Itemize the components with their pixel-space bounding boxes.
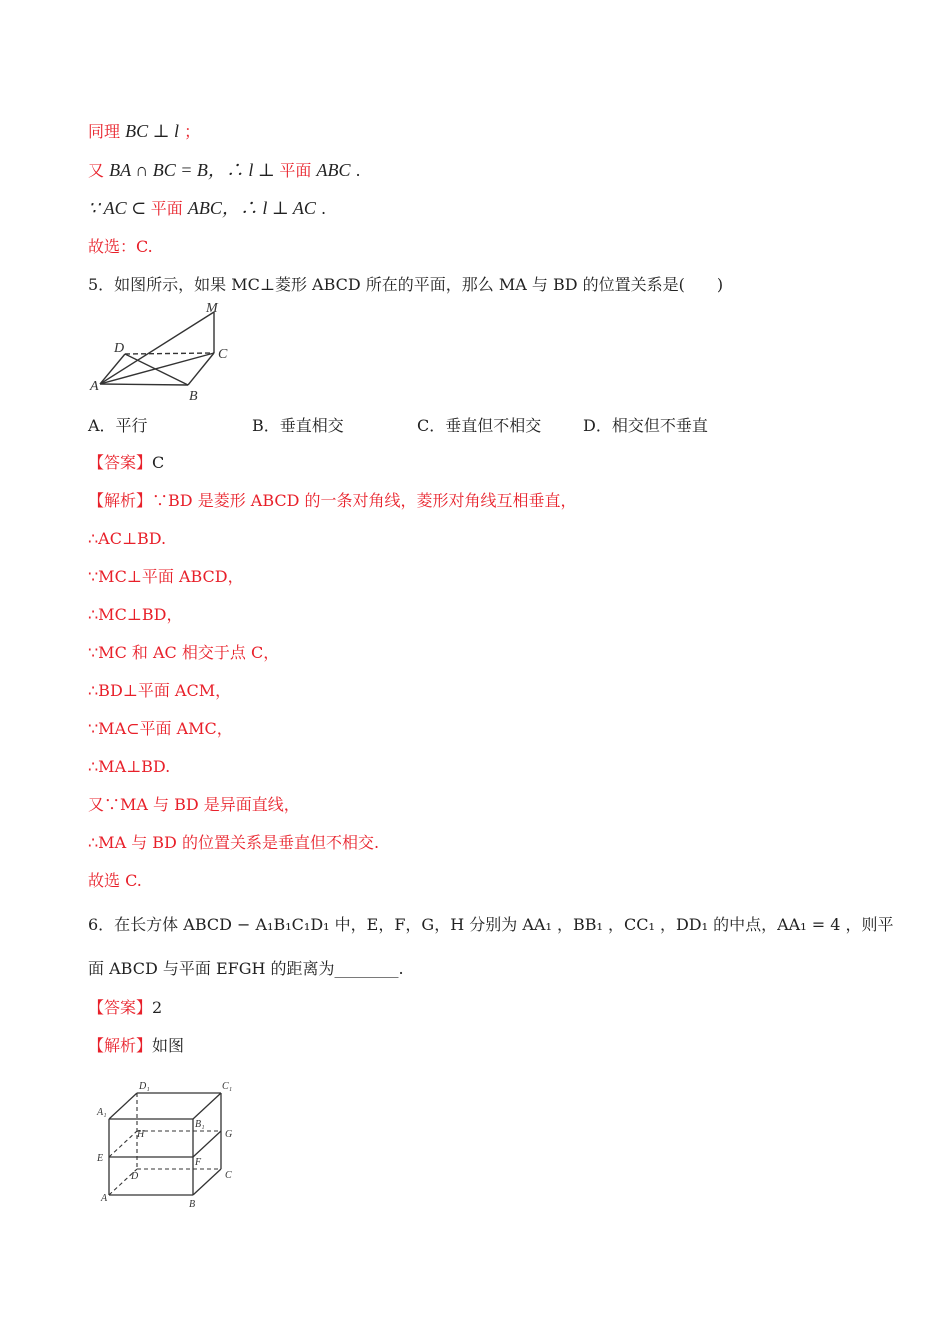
- label-c: C: [225, 1170, 232, 1181]
- option-b: B．垂直相交: [252, 416, 344, 435]
- question-5-text: 5．如图所示，如果 MC⊥菱形 ABCD 所在的平面，那么 MA 与 BD 的位置关系是( ): [88, 275, 724, 294]
- answer-tag: 【答案】: [88, 998, 153, 1017]
- analysis-line-q5-5: ∵MC 和 AC 相交于点 C，: [88, 643, 280, 662]
- math-expr: BC ⊥ l: [125, 121, 180, 141]
- analysis-tag: 【解析】: [88, 1036, 153, 1055]
- analysis-line-q5-6: ∴BD⊥平面 ACM，: [88, 681, 232, 700]
- diagonal-bd: [125, 354, 188, 385]
- label-c: C: [218, 347, 228, 362]
- answer-value: C: [152, 453, 165, 472]
- analysis-line-q5-4: ∴MC⊥BD，: [88, 605, 183, 624]
- analysis-line-q5-2: ∴AC⊥BD.: [88, 529, 167, 548]
- proof-text: 平面: [150, 199, 183, 218]
- math-expr: BA ∩ BC = B: [109, 160, 208, 180]
- proof-text: 同理: [88, 122, 121, 141]
- analysis-line-q5-9: 又∵MA 与 BD 是异面直线，: [88, 795, 300, 814]
- math-expr: ABC: [316, 160, 351, 180]
- analysis-text: ∵BD 是菱形 ABCD 的一条对角线，菱形对角线互相垂直，: [152, 491, 577, 510]
- label-d: D: [114, 341, 125, 356]
- label-b: B: [189, 1199, 196, 1210]
- analysis-line-q5-8: ∴MA⊥BD.: [88, 757, 171, 776]
- option-d: D．相交但不垂直: [583, 416, 708, 435]
- cuboid-figure: [95, 1075, 245, 1210]
- label-e: E: [97, 1153, 104, 1164]
- analysis-tag: 【解析】: [88, 491, 153, 510]
- answer-line-q5: [88, 452, 164, 474]
- edge-ad: [100, 354, 125, 384]
- proof-text: ；: [184, 122, 201, 141]
- proof-line-2: [88, 159, 361, 182]
- label-a: A: [90, 379, 99, 394]
- label-d1: D₁: [139, 1081, 150, 1092]
- choice-q5: 故选 C.: [88, 871, 142, 890]
- analysis-line-q5-10: ∴MA 与 BD 的位置关系是垂直但不相交.: [88, 833, 380, 852]
- edge-dc-hidden: [125, 353, 214, 354]
- analysis-line-q5-7: ∵MA⊂平面 AMC，: [88, 719, 233, 738]
- analysis-line-q6: [88, 1035, 184, 1057]
- math-expr: ，∴ l ⊥: [207, 160, 280, 180]
- answer-line-q6: [88, 997, 162, 1019]
- label-a1: A₁: [97, 1107, 107, 1118]
- analysis-line-q5-3: ∵MC⊥平面 ABCD，: [88, 567, 244, 586]
- question-6-line-1: 6．在长方体 ABCD − A₁B₁C₁D₁ 中，E，F，G，H 分别为 AA₁ ，BB₁ ，CC₁ ，DD₁ 的中点，AA₁ = 4 ，则平: [88, 915, 894, 934]
- label-b: B: [189, 389, 198, 404]
- analysis-line-q5-1: [88, 490, 577, 512]
- analysis-text: 如图: [152, 1036, 185, 1055]
- proof-choice: 故选：C.: [88, 237, 153, 256]
- proof-text: 又: [88, 161, 105, 180]
- proof-text: .: [350, 161, 361, 180]
- proof-line-1: [88, 120, 200, 143]
- label-d: D: [131, 1171, 139, 1182]
- math-expr: ∵ AC ⊂: [88, 198, 151, 218]
- math-expr: ABC: [187, 198, 222, 218]
- label-c1: C₁: [222, 1081, 233, 1092]
- label-a: A: [101, 1193, 108, 1204]
- edge-bc: [188, 353, 214, 385]
- math-expr: ，∴ l ⊥ AC: [221, 198, 316, 218]
- rhombus-figure: [88, 300, 258, 406]
- label-g: G: [225, 1129, 233, 1140]
- edge-ab: [100, 384, 188, 385]
- answer-value: 2: [152, 998, 163, 1017]
- answer-tag: 【答案】: [88, 453, 153, 472]
- proof-text: 平面: [279, 161, 312, 180]
- proof-line-3: [88, 197, 326, 220]
- diagonal-ac: [100, 353, 214, 384]
- proof-text: .: [315, 199, 327, 218]
- option-a: A．平行: [88, 416, 148, 435]
- label-m: M: [206, 301, 218, 316]
- question-6-line-2: 面 ABCD 与平面 EFGH 的距离为________.: [88, 959, 404, 978]
- label-f: F: [195, 1157, 202, 1168]
- label-b1: B₁: [195, 1119, 205, 1130]
- label-h: H: [137, 1129, 145, 1140]
- option-c: C．垂直但不相交: [417, 416, 542, 435]
